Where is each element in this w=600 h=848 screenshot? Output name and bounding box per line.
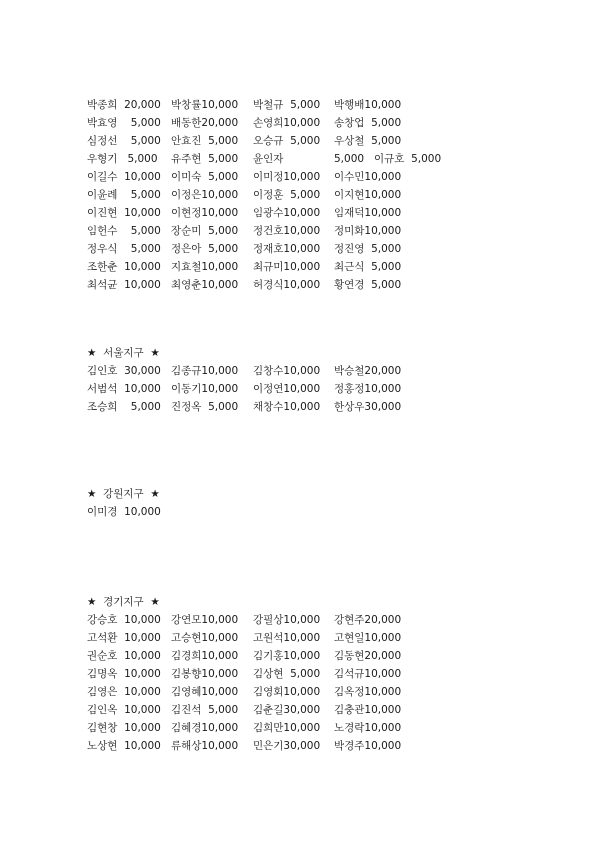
list-row — [87, 683, 402, 701]
donor-entry: 김진석 5,000 — [171, 704, 239, 716]
list-row — [87, 276, 402, 294]
donor-entry: 류해상10,000 — [171, 740, 239, 752]
donor-entry: 강연모10,000 — [171, 614, 239, 626]
donor-entry: 이정연10,000 — [253, 383, 321, 395]
donor-entry: 김기홍10,000 — [253, 650, 321, 662]
donor-entry: 오승규 5,000 — [253, 135, 321, 147]
donor-entry: 이정은10,000 — [171, 189, 239, 201]
donor-entry: 박승철20,000 — [334, 365, 402, 377]
donor-entry: 최영춘10,000 — [171, 279, 239, 291]
list-row — [87, 150, 442, 168]
section-heading-gyeonggi: ★ 경기지구 ★ — [87, 596, 160, 608]
section-gangwon — [87, 485, 160, 521]
donor-entry: 김명옥 10,000 — [87, 668, 161, 680]
donor-entry: 김희만10,000 — [253, 722, 321, 734]
donor-entry: 정재호10,000 — [253, 243, 321, 255]
section-seoul — [87, 344, 402, 416]
list-row — [87, 204, 402, 222]
donor-entry: 안효진 5,000 — [171, 135, 239, 147]
donor-entry: 최석균 10,000 — [87, 279, 161, 291]
donor-entry: 박철규 5,000 — [253, 99, 321, 111]
donor-entry: 우상철 5,000 — [334, 135, 402, 147]
donor-entry: 채창수10,000 — [253, 401, 321, 413]
donor-entry: 이수민10,000 — [334, 171, 402, 183]
donor-entry: 강현주20,000 — [334, 614, 402, 626]
donor-entry: 김인호 30,000 — [87, 365, 161, 377]
donor-entry: 황연경 5,000 — [334, 279, 402, 291]
donor-entry: 임재덕10,000 — [334, 207, 402, 219]
donor-entry: 이진현 10,000 — [87, 207, 161, 219]
donor-entry: 고현일10,000 — [334, 632, 402, 644]
donor-entry: 이지현10,000 — [334, 189, 402, 201]
list-row — [87, 258, 402, 276]
donor-entry: 김석규10,000 — [334, 668, 402, 680]
donor-entry: 고석환 10,000 — [87, 632, 161, 644]
section-heading-gangwon: ★ 강원지구 ★ — [87, 488, 160, 500]
list-row — [87, 240, 402, 258]
donor-entry: 권순호 10,000 — [87, 650, 161, 662]
donor-entry: 고원석10,000 — [253, 632, 321, 644]
donor-entry: 강필상10,000 — [253, 614, 321, 626]
donor-entry: 박창률10,000 — [171, 99, 239, 111]
donor-entry: 민은기30,000 — [253, 740, 321, 752]
donor-entry: 윤인자 — [253, 153, 284, 165]
donor-entry: 배동한20,000 — [171, 117, 239, 129]
donor-entry: 김춘길30,000 — [253, 704, 321, 716]
list-row — [87, 186, 402, 204]
donor-entry: 정진영 5,000 — [334, 243, 402, 255]
donor-entry: 김영은 10,000 — [87, 686, 161, 698]
section-heading-seoul: ★ 서울지구 ★ — [87, 347, 160, 359]
donor-entry: 김충관10,000 — [334, 704, 402, 716]
donor-entry: 임광수10,000 — [253, 207, 321, 219]
donor-entry: 김인옥 10,000 — [87, 704, 161, 716]
donor-entry: 이정훈 5,000 — [253, 189, 321, 201]
donor-entry: 김창수10,000 — [253, 365, 321, 377]
list-row — [87, 222, 402, 240]
donor-entry: 정은아 5,000 — [171, 243, 239, 255]
donor-entry: 최근식 5,000 — [334, 261, 402, 273]
donor-entry: 박종희 20,000 — [87, 99, 161, 111]
donor-entry: 최규미10,000 — [253, 261, 321, 273]
donor-entry: 이동기10,000 — [171, 383, 239, 395]
list-row — [87, 647, 402, 665]
donor-entry: 김상현 5,000 — [253, 668, 321, 680]
list-row — [87, 665, 402, 683]
donor-entry: 유주현 5,000 — [171, 153, 239, 165]
donor-entry: 강승호 10,000 — [87, 614, 161, 626]
donor-entry: 박행배10,000 — [334, 99, 402, 111]
donor-entry: 정건호10,000 — [253, 225, 321, 237]
donor-entry: 송창업 5,000 — [334, 117, 402, 129]
donor-entry: 지효철10,000 — [171, 261, 239, 273]
section-gyeonggi — [87, 593, 402, 755]
donor-entry: 정홍정10,000 — [334, 383, 402, 395]
donor-entry: 손영희10,000 — [253, 117, 321, 129]
list-row — [87, 719, 402, 737]
donor-entry: 5,000 — [334, 153, 365, 165]
donor-entry: 이윤례 5,000 — [87, 189, 161, 201]
list-row — [87, 701, 402, 719]
donor-entry: 조승희 5,000 — [87, 401, 161, 413]
donor-entry: 이미정10,000 — [253, 171, 321, 183]
list-row — [87, 168, 402, 186]
donor-entry: 김혜경10,000 — [171, 722, 239, 734]
donor-entry: 정미화10,000 — [334, 225, 402, 237]
donor-entry: 장순미 5,000 — [171, 225, 239, 237]
list-row — [87, 611, 402, 629]
donor-entry: 노상현 10,000 — [87, 740, 161, 752]
donor-entry: 서범석 10,000 — [87, 383, 161, 395]
donor-entry: 한상우30,000 — [334, 401, 402, 413]
donor-entry: 우형기 5,000 — [87, 153, 158, 165]
list-row — [87, 737, 402, 755]
donor-entry: 정우식 5,000 — [87, 243, 161, 255]
donor-entry: 이길수 10,000 — [87, 171, 161, 183]
donor-entry: 조한춘 10,000 — [87, 261, 161, 273]
donor-entry: 노경락10,000 — [334, 722, 402, 734]
donor-entry: 이현정10,000 — [171, 207, 239, 219]
list-row — [87, 503, 160, 521]
list-row — [87, 629, 402, 647]
donor-entry: 이미경 10,000 — [87, 506, 161, 518]
donor-entry: 임헌수 5,000 — [87, 225, 161, 237]
donor-entry: 고승현10,000 — [171, 632, 239, 644]
donor-entry: 김옥정10,000 — [334, 686, 402, 698]
donor-entry: 김경희10,000 — [171, 650, 239, 662]
donor-entry: 이규호 5,000 — [374, 153, 442, 165]
list-row — [87, 132, 402, 150]
list-row — [87, 398, 402, 416]
list-row — [87, 362, 402, 380]
list-row — [87, 380, 402, 398]
donor-list-top — [87, 96, 442, 294]
donor-entry: 김종규10,000 — [171, 365, 239, 377]
donor-entry: 김봉향10,000 — [171, 668, 239, 680]
list-row — [87, 96, 402, 114]
donor-entry: 박경주10,000 — [334, 740, 402, 752]
donor-entry: 김동현20,000 — [334, 650, 402, 662]
donor-entry: 박효영 5,000 — [87, 117, 161, 129]
donor-entry: 허경식10,000 — [253, 279, 321, 291]
list-row — [87, 114, 402, 132]
donor-entry: 이미숙 5,000 — [171, 171, 239, 183]
donor-entry: 김영혜10,000 — [171, 686, 239, 698]
donor-entry: 김현창 10,000 — [87, 722, 161, 734]
donor-entry: 진정옥 5,000 — [171, 401, 239, 413]
donor-entry: 김영회10,000 — [253, 686, 321, 698]
donor-entry: 심정선 5,000 — [87, 135, 161, 147]
